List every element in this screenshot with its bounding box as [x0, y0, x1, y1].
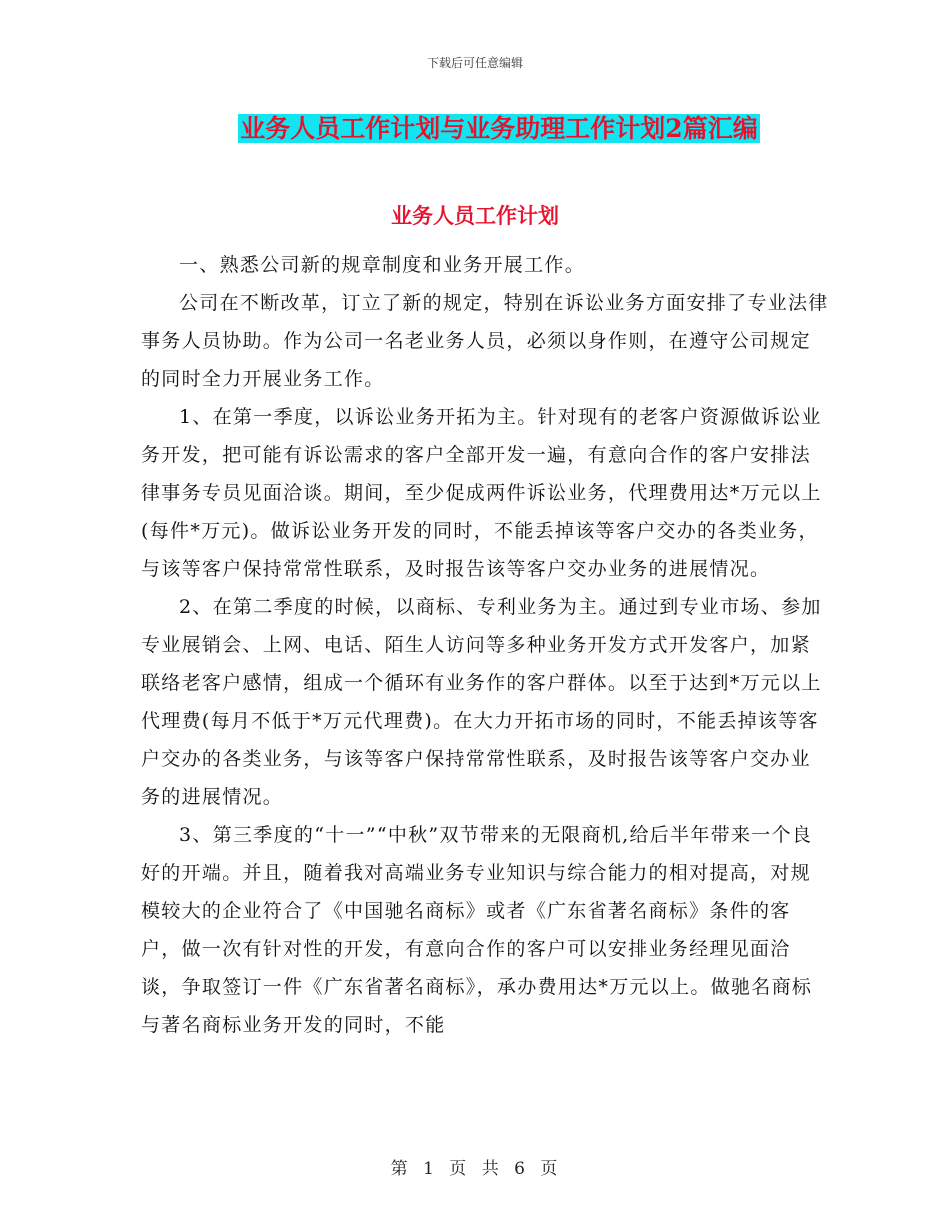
paragraph: 1、在第一季度，以诉讼业务开拓为主。针对现有的老客户资源做诉讼业务开发，把可能有诉讼需求的客户全部开发一遍，有意向合作的客户安排法律事务专员见面洽谈。期间，至少促成两件诉讼业务，代理费用达*万元以上(每件*万元)。做诉讼业务开发的同时，不能丢掉该等客户交办的各类业务，与该等客户保持常常性联系，及时报告该等客户交办业务的进展情况。 — [141, 406, 822, 580]
document-body — [141, 246, 831, 1044]
page-number-footer: 第 1 页 共 6 页 — [390, 1159, 560, 1179]
document-title-highlight: 业务人员工作计划与业务助理工作计划2篇汇编 — [240, 114, 758, 143]
paragraph: 3、第三季度的“十一”“中秋”双节带来的无限商机,给后半年带来一个良好的开端。并且，随着我对高端业务专业知识与综合能力的相对提高，对规模较大的企业符合了《中国驰名商标》或者《广东省著名商标》条件的客户，做一次有针对性的开发，有意向合作的客户可以安排业务经理见面洽谈，争取签订一件《广东省著名商标》，承办费用达*万元以上。做驰名商标与著名商标业务开发的同时，不能 — [141, 824, 813, 1036]
document-title — [0, 112, 950, 146]
paragraph: 公司在不断改革，订立了新的规定，特别在诉讼业务方面安排了专业法律事务人员协助。作为公司一名老业务人员，必须以身作则，在遵守公司规定的同时全力开展业务工作。 — [141, 292, 829, 390]
paragraph: 一、熟悉公司新的规章制度和业务开展工作。 — [179, 254, 586, 276]
paragraph: 2、在第二季度的时候，以商标、专利业务为主。通过到专业市场、参加专业展销会、上网、电话、陌生人访问等多种业务开发方式开发客户，加紧联络老客户感情，组成一个循环有业务作的客户群体。以至于达到*万元以上代理费(每月不低于*万元代理费)。在大力开拓市场的同时，不能丢掉该等客户交办的各类业务，与该等客户保持常常性联系，及时报告该等客户交办业务的进展情况。 — [141, 596, 822, 808]
header-note: 下载后可任意编辑 — [426, 56, 523, 70]
section-title: 业务人员工作计划 — [391, 203, 559, 228]
